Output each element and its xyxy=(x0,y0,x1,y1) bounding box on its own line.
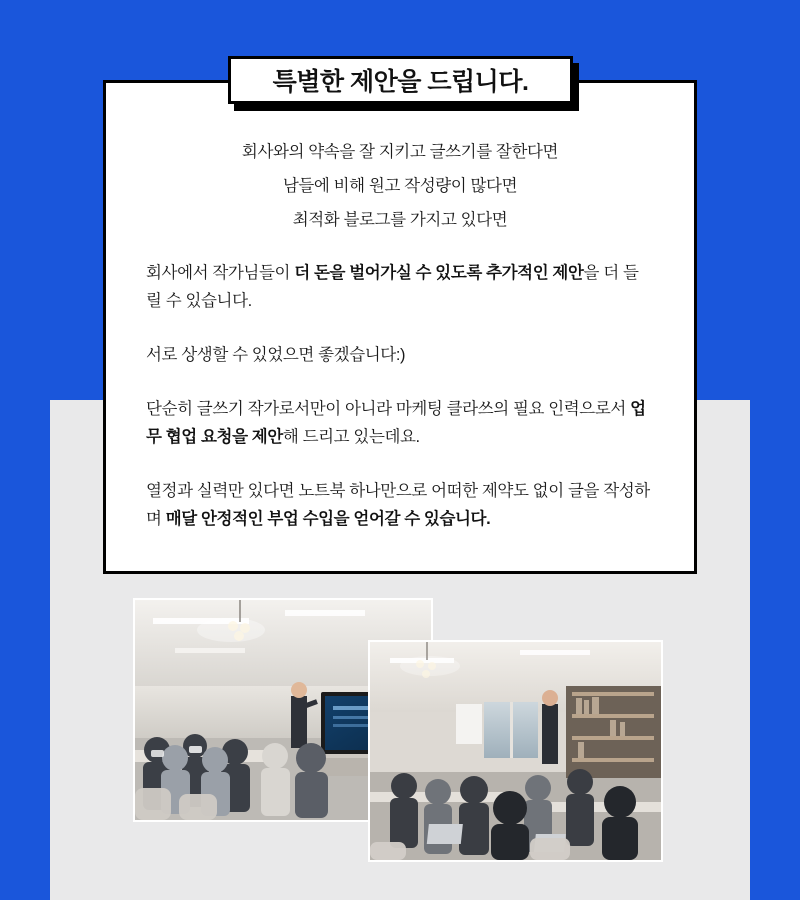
content-card-inner xyxy=(106,83,694,571)
photo-classroom-audience xyxy=(368,640,663,862)
paragraph-income-seg-1: 열정과 실력만 있다면 노트북 하나만으로 어떠한 제약도 없이 글을 작성하며 xyxy=(146,482,650,528)
headline-banner xyxy=(228,56,573,104)
condition-list xyxy=(146,135,654,237)
content-card xyxy=(103,80,697,574)
photo-classroom-audience-image xyxy=(370,642,661,860)
paragraph-offer-seg-2: 더 돈을 벌어가실 수 있도록 추가적인 제안 xyxy=(294,264,584,282)
paragraph-offer xyxy=(146,259,654,315)
headline-text: 특별한 제안을 드립니다. xyxy=(228,56,573,104)
paragraph-offer-seg-3: 을 더 들릴 수 있습니다. xyxy=(146,264,639,310)
paragraph-income xyxy=(146,477,654,533)
paragraph-collab-seg-1: 단순히 글쓰기 작가로서만이 아니라 마케팅 클라쓰의 필요 인력으로서 xyxy=(146,400,631,418)
condition-line-2: 남들에 비해 원고 작성량이 많다면 xyxy=(282,177,518,195)
paragraph-winwin-seg-1: 서로 상생할 수 있었으면 좋겠습니다:) xyxy=(146,346,406,364)
paragraph-income-seg-2: 매달 안정적인 부업 수입을 얻어갈 수 있습니다. xyxy=(165,510,491,528)
paragraph-offer-seg-1: 회사에서 작가님들이 xyxy=(146,264,295,282)
paragraph-collab-seg-3: 해 드리고 있는데요. xyxy=(282,428,420,446)
condition-line-1: 회사와의 약속을 잘 지키고 글쓰기를 잘한다면 xyxy=(241,143,559,161)
paragraph-collab xyxy=(146,395,654,451)
condition-line-3: 최적화 블로그를 가지고 있다면 xyxy=(292,211,508,229)
paragraph-collab-seg-2: 업무 협업 요청을 제안 xyxy=(146,400,646,446)
paragraph-winwin xyxy=(146,341,654,369)
